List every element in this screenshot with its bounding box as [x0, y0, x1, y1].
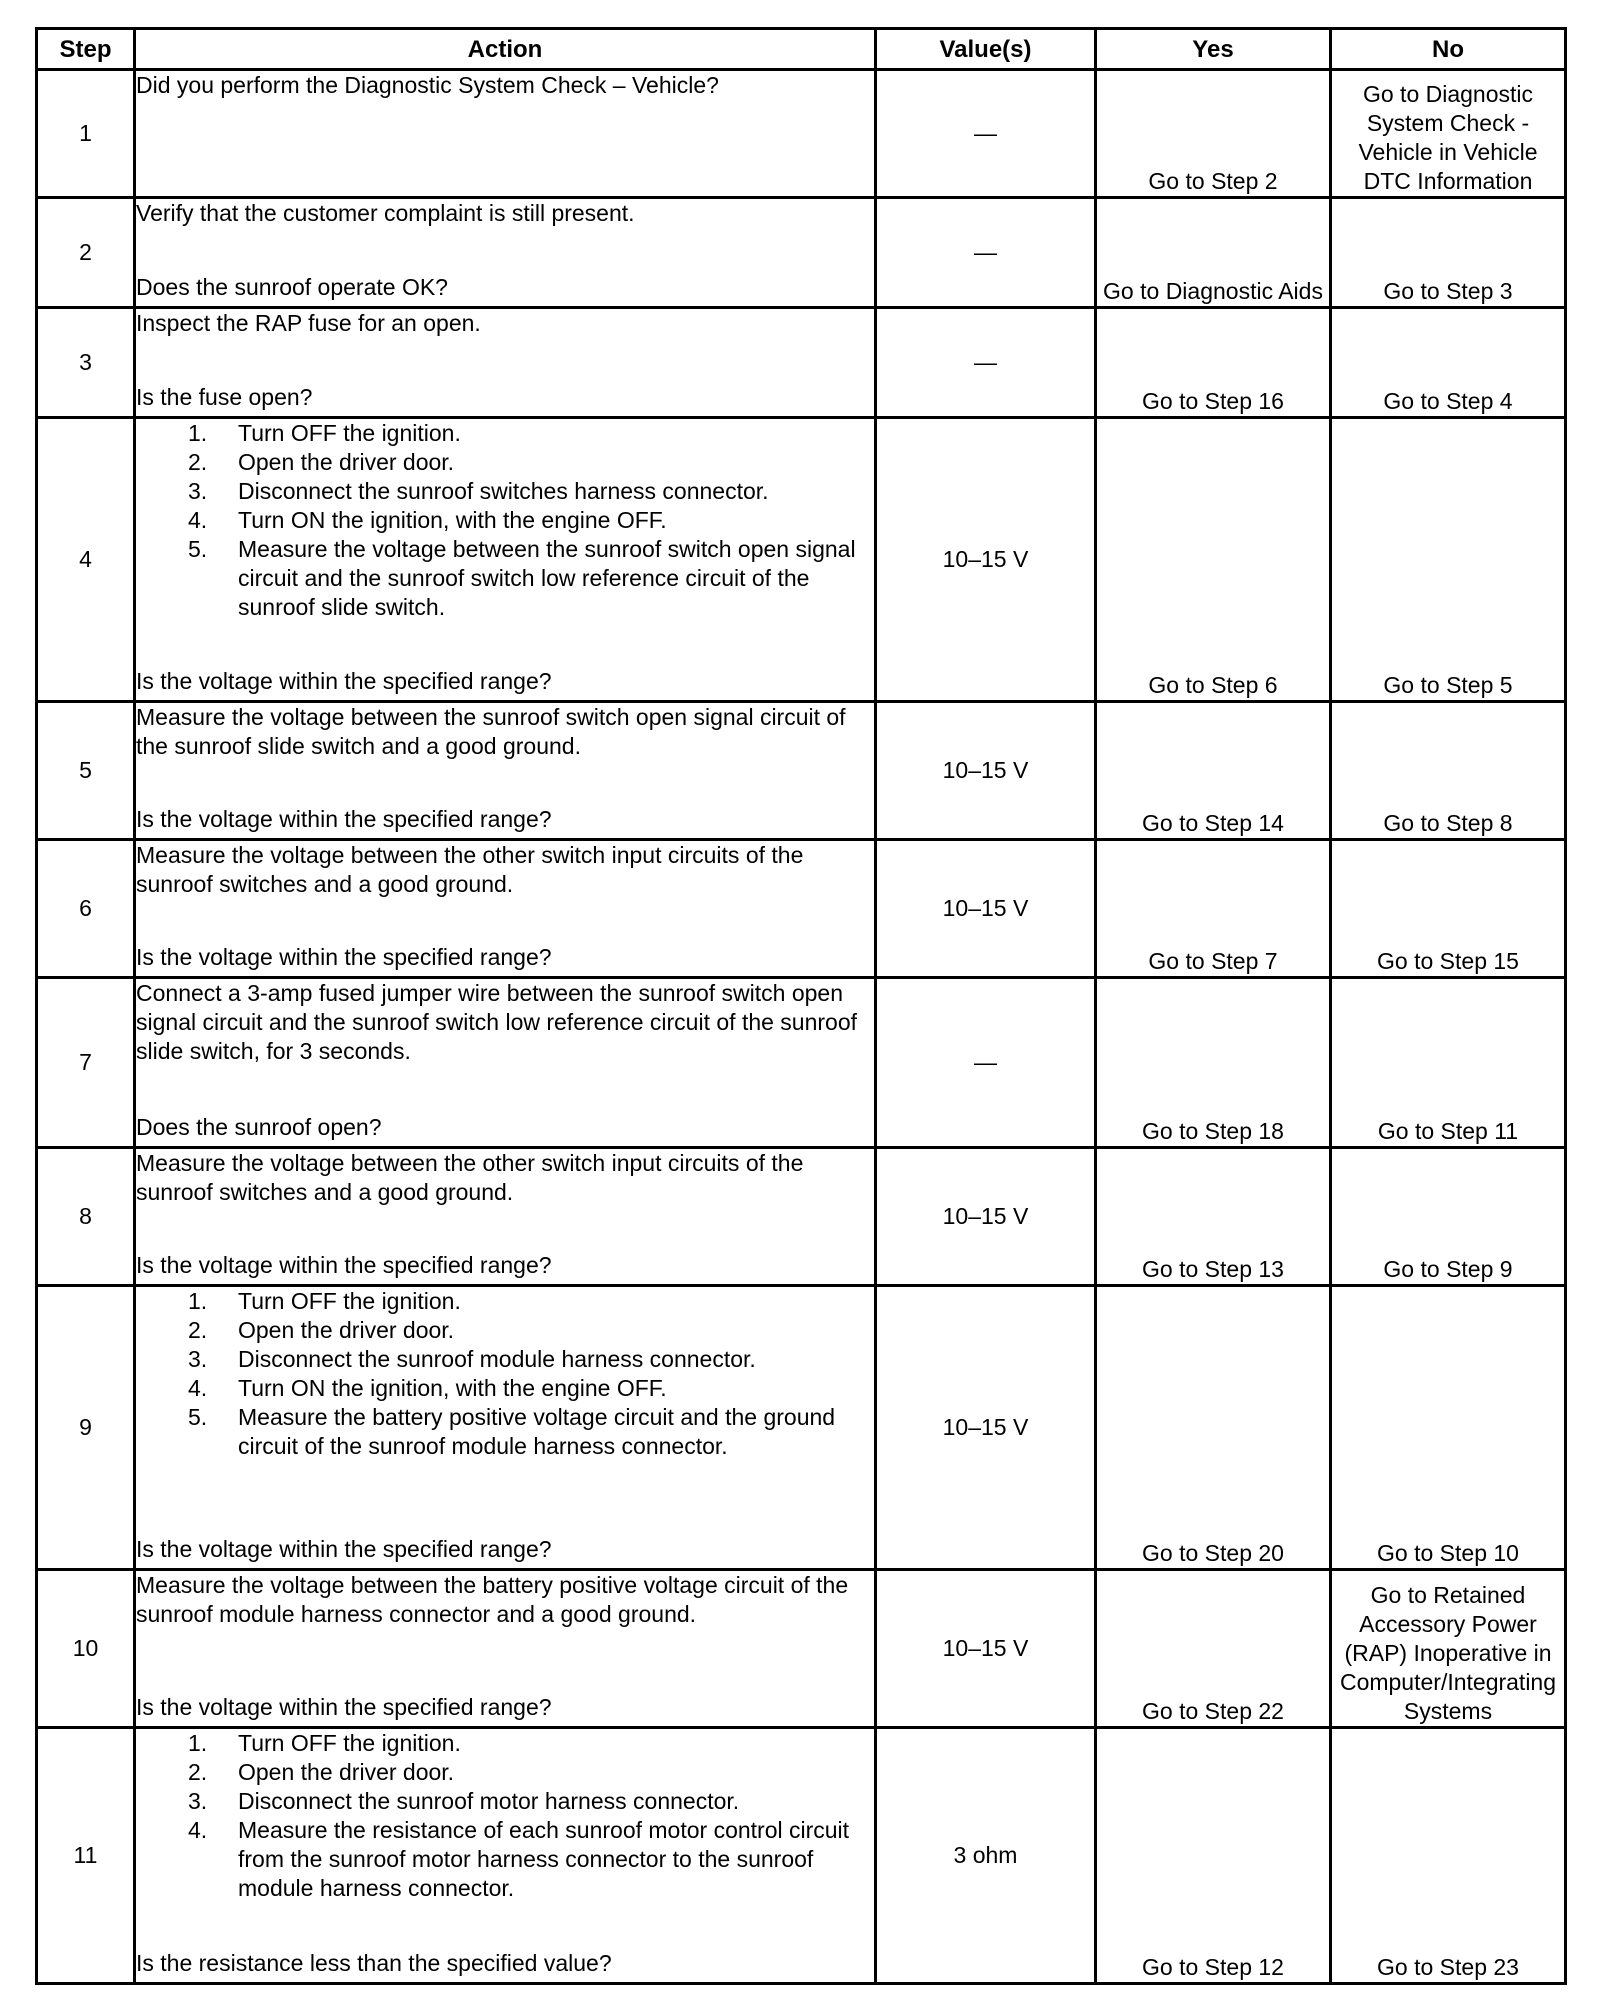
action-step-number: 5. [188, 1404, 208, 1430]
action-content [136, 71, 874, 196]
action-question [136, 192, 874, 196]
yes-cell: Go to Step 6 [1096, 418, 1331, 702]
action-question: Is the voltage within the specified range? [136, 1252, 552, 1278]
action-step-number: 5. [188, 536, 208, 562]
table-row [37, 978, 1566, 1148]
action-step-text: Measure the resistance of each sunroof motor control circuit from the sunroof motor harness connector to the sunroof module harness connector. [238, 1817, 850, 1901]
action-cell [135, 1286, 876, 1570]
step-number: 2 [37, 198, 135, 308]
action-step-text: Disconnect the sunroof module harness connector. [238, 1346, 756, 1372]
yes-cell: Go to Step 18 [1096, 978, 1331, 1148]
table-header-row [37, 29, 1566, 70]
action-step-item [188, 1758, 874, 1787]
yes-cell: Go to Step 12 [1096, 1728, 1331, 1984]
value-cell: 10–15 V [876, 1286, 1096, 1570]
action-step-number: 2. [188, 449, 208, 475]
action-step-text: Open the driver door. [238, 449, 455, 475]
action-question: Is the voltage within the specified range? [136, 1536, 552, 1562]
action-instructions: Verify that the customer complaint is still present. [136, 200, 635, 226]
step-number: 5 [37, 702, 135, 840]
action-step-text: Turn OFF the ignition. [238, 1730, 461, 1756]
action-step-text: Disconnect the sunroof motor harness connector. [238, 1788, 740, 1814]
value-cell: 10–15 V [876, 702, 1096, 840]
action-step-item [188, 1403, 874, 1461]
action-step-number: 1. [188, 1730, 208, 1756]
no-cell: Go to Step 5 [1331, 418, 1566, 702]
yes-cell: Go to Step 16 [1096, 308, 1331, 418]
no-cell: Go to Step 11 [1331, 978, 1566, 1148]
action-step-text: Open the driver door. [238, 1759, 455, 1785]
action-step-text: Measure the voltage between the sunroof switch open signal circuit and the sunroof switch low reference circuit of the sunroof slide switch. [238, 536, 856, 620]
action-step-text: Open the driver door. [238, 1317, 455, 1343]
value-cell: — [876, 308, 1096, 418]
action-step-item [188, 1787, 874, 1816]
action-content [136, 1729, 874, 1982]
table-row [37, 702, 1566, 840]
action-step-number: 4. [188, 507, 208, 533]
action-question: Is the voltage within the specified range? [136, 944, 552, 970]
yes-cell: Go to Step 20 [1096, 1286, 1331, 1570]
step-number: 3 [37, 308, 135, 418]
no-cell: Go to Step 10 [1331, 1286, 1566, 1570]
yes-cell: Go to Step 22 [1096, 1570, 1331, 1728]
action-question: Does the sunroof open? [136, 1114, 382, 1140]
value-cell: 10–15 V [876, 1570, 1096, 1728]
action-step-number: 2. [188, 1317, 208, 1343]
action-step-item [188, 535, 874, 622]
step-number: 8 [37, 1148, 135, 1286]
no-cell: Go to Step 3 [1331, 198, 1566, 308]
action-step-item [188, 448, 874, 477]
action-content [136, 199, 874, 306]
action-content [136, 309, 874, 416]
action-content [136, 1287, 874, 1568]
action-instructions: Did you perform the Diagnostic System Check – Vehicle? [136, 72, 719, 98]
action-step-text: Disconnect the sunroof switches harness connector. [238, 478, 769, 504]
action-step-item [188, 1316, 874, 1345]
step-number: 1 [37, 70, 135, 198]
action-instructions [136, 1287, 874, 1461]
action-steps-list [136, 419, 874, 622]
table-row [37, 198, 1566, 308]
action-step-text: Turn ON the ignition, with the engine OFF. [238, 507, 667, 533]
diagnostic-table [35, 27, 1567, 1985]
action-content [136, 979, 874, 1146]
yes-cell: Go to Step 14 [1096, 702, 1331, 840]
action-step-item [188, 1287, 874, 1316]
no-cell: Go to Step 9 [1331, 1148, 1566, 1286]
table-row [37, 1286, 1566, 1570]
no-cell: Go to Step 8 [1331, 702, 1566, 840]
value-cell: 10–15 V [876, 418, 1096, 702]
action-instructions [136, 419, 874, 622]
header-action: Action [135, 29, 876, 70]
action-cell [135, 198, 876, 308]
action-step-number: 2. [188, 1759, 208, 1785]
action-step-text: Turn OFF the ignition. [238, 1288, 461, 1314]
step-number: 7 [37, 978, 135, 1148]
action-step-item [188, 1729, 874, 1758]
table-row [37, 418, 1566, 702]
action-step-number: 3. [188, 1346, 208, 1372]
action-cell [135, 978, 876, 1148]
action-step-text: Turn ON the ignition, with the engine OFF. [238, 1375, 667, 1401]
step-number: 4 [37, 418, 135, 702]
table-row [37, 1148, 1566, 1286]
yes-cell: Go to Step 7 [1096, 840, 1331, 978]
action-step-item [188, 1374, 874, 1403]
action-question: Does the sunroof operate OK? [136, 274, 448, 300]
value-cell: 3 ohm [876, 1728, 1096, 1984]
no-cell: Go to Diagnostic System Check - Vehicle in Vehicle DTC Information [1331, 70, 1566, 198]
action-instructions: Inspect the RAP fuse for an open. [136, 310, 481, 336]
step-number: 6 [37, 840, 135, 978]
yes-cell: Go to Step 2 [1096, 70, 1331, 198]
action-instructions: Measure the voltage between the other switch input circuits of the sunroof switches and a good ground. [136, 1150, 804, 1205]
action-cell [135, 418, 876, 702]
action-content [136, 419, 874, 700]
action-step-item [188, 419, 874, 448]
step-number: 10 [37, 1570, 135, 1728]
table-row [37, 1570, 1566, 1728]
action-cell [135, 308, 876, 418]
value-cell: — [876, 70, 1096, 198]
no-cell: Go to Retained Accessory Power (RAP) Inoperative in Computer/Integrating Systems [1331, 1570, 1566, 1728]
action-instructions: Measure the voltage between the battery positive voltage circuit of the sunroof module harness connector and a good ground. [136, 1572, 849, 1627]
action-question: Is the voltage within the specified range? [136, 668, 552, 694]
table-row [37, 70, 1566, 198]
header-step: Step [37, 29, 135, 70]
action-content [136, 1571, 874, 1726]
action-step-number: 4. [188, 1817, 208, 1843]
value-cell: 10–15 V [876, 1148, 1096, 1286]
header-value: Value(s) [876, 29, 1096, 70]
action-instructions: Connect a 3-amp fused jumper wire between the sunroof switch open signal circuit and the sunroof switch low reference circuit of the sunroof slide switch, for 3 seconds. [136, 980, 858, 1064]
action-step-text: Measure the battery positive voltage circuit and the ground circuit of the sunroof module harness connector. [238, 1404, 836, 1459]
action-cell [135, 1570, 876, 1728]
action-step-number: 3. [188, 1788, 208, 1814]
action-instructions [136, 1729, 874, 1903]
yes-cell: Go to Diagnostic Aids [1096, 198, 1331, 308]
table-row [37, 308, 1566, 418]
action-question: Is the resistance less than the specified value? [136, 1950, 612, 1976]
no-cell: Go to Step 4 [1331, 308, 1566, 418]
action-instructions: Measure the voltage between the sunroof switch open signal circuit of the sunroof slide switch and a good ground. [136, 704, 846, 759]
action-content [136, 1149, 874, 1284]
yes-cell: Go to Step 13 [1096, 1148, 1331, 1286]
action-instructions: Measure the voltage between the other switch input circuits of the sunroof switches and a good ground. [136, 842, 804, 897]
value-cell: — [876, 978, 1096, 1148]
no-cell: Go to Step 23 [1331, 1728, 1566, 1984]
action-steps-list [136, 1287, 874, 1461]
action-content [136, 841, 874, 976]
table-row [37, 840, 1566, 978]
step-number: 11 [37, 1728, 135, 1984]
action-cell [135, 840, 876, 978]
action-question: Is the voltage within the specified range? [136, 1694, 552, 1720]
header-yes: Yes [1096, 29, 1331, 70]
action-step-item [188, 1816, 874, 1903]
action-question: Is the voltage within the specified range? [136, 806, 552, 832]
action-cell [135, 702, 876, 840]
value-cell: 10–15 V [876, 840, 1096, 978]
action-step-number: 3. [188, 478, 208, 504]
action-cell [135, 1148, 876, 1286]
action-step-text: Turn OFF the ignition. [238, 420, 461, 446]
table-row [37, 1728, 1566, 1984]
action-content [136, 703, 874, 838]
action-cell [135, 1728, 876, 1984]
action-steps-list [136, 1729, 874, 1903]
action-question: Is the fuse open? [136, 384, 313, 410]
action-step-number: 1. [188, 420, 208, 446]
action-step-item [188, 1345, 874, 1374]
value-cell: — [876, 198, 1096, 308]
action-step-item [188, 477, 874, 506]
no-cell: Go to Step 15 [1331, 840, 1566, 978]
action-step-number: 1. [188, 1288, 208, 1314]
step-number: 9 [37, 1286, 135, 1570]
action-step-number: 4. [188, 1375, 208, 1401]
action-step-item [188, 506, 874, 535]
header-no: No [1331, 29, 1566, 70]
action-cell [135, 70, 876, 198]
